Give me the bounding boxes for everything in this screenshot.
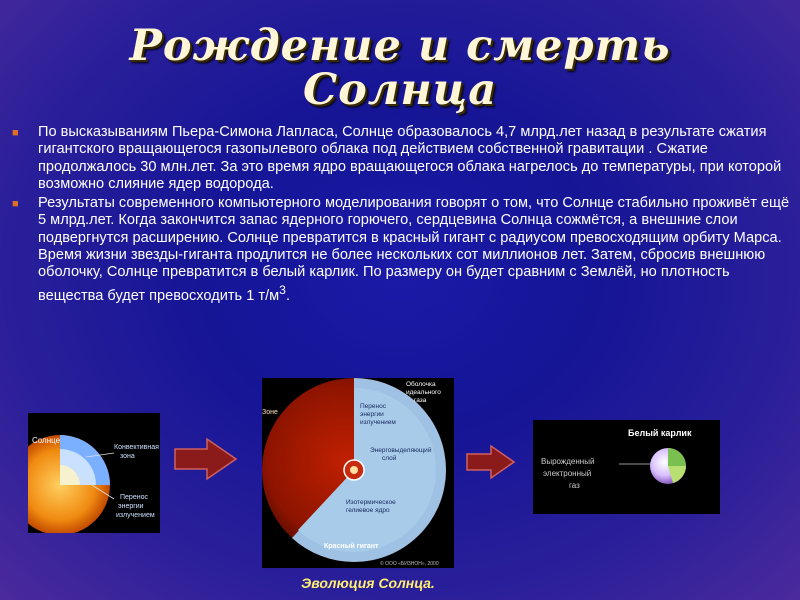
bullet-icon: ■ (12, 127, 19, 139)
rg-envelope-2: идеального (406, 389, 441, 396)
title-line-2: Солнца (302, 65, 498, 115)
rg-radiative-3: излучением (360, 419, 396, 426)
wd-degenerate-2: электронный (543, 469, 592, 478)
paragraph-2 (10, 195, 790, 305)
paragraph-1 (10, 124, 790, 193)
arrow-right-icon (173, 436, 239, 487)
wd-degenerate-1: Вырожденный (541, 457, 595, 466)
rg-envelope-3: газа (414, 397, 427, 404)
body-text (10, 124, 790, 307)
sun-radiative-2: энергии (118, 503, 144, 510)
paragraph-1-text: По высказываниям Пьера-Симона Лапласа, Солнце образовалось 4,7 млрд.лет назад в результате сжатия гигантского вращающегося газопылевого облака под действием собственной гравитации . Сжатие продолжалось 30 млн.лет. За это время ядро вращающегося облака нагрелось до температуры, при которой возможно слияние ядер водорода. (38, 124, 782, 192)
sun-figure (28, 413, 160, 533)
rg-core-2: гелиевое ядро (346, 507, 390, 514)
rg-energy-2: слой (382, 455, 397, 462)
sun-convective-1: Конвективная (114, 444, 159, 451)
white-dwarf-figure (533, 420, 720, 514)
red-giant-figure (262, 378, 454, 568)
sun-label: Солнце (32, 436, 61, 445)
rg-label: Красный гигант (324, 543, 379, 550)
bullet-icon: ■ (12, 198, 19, 211)
paragraph-2-text: Результаты современного компьютерного моделирования говорят о том, что Солнце стабильно проживёт ещё 5 млрд.лет. Когда закончится запас ядерного горючего, сердцевина Солнца сожмётся, а внешние слои подвергнутся расширению. Солнце превратится в красный гигант с радиусом превосходящим орбиту Марса. Время жизни звезды-гиганта продлится не более нескольких сот миллионов лет. Затем, сбросив внешнюю оболочку, Солнце превратится в белый карлик. По размеру он будет сравним с Землёй, но плотность вещества будет превосходить 1 т/м (38, 195, 790, 304)
rg-energy-1: Энерговыделяющий (370, 447, 432, 454)
wd-label: Белый карлик (628, 428, 692, 438)
sun-convective-2: зона (120, 453, 135, 460)
rg-envelope-1: Оболочка (406, 381, 436, 388)
rg-radiative-2: энергии (360, 411, 384, 418)
rg-radiative-1: Перенос (360, 403, 386, 410)
slide-title (0, 21, 800, 115)
title-line-1: Рождение и смерть (129, 21, 671, 71)
rg-credit: © ООО «БИЗНОН», 2000 (380, 561, 439, 567)
figure-caption: Эволюция Солнца. (301, 575, 435, 591)
rg-core-1: Изотермическое (346, 499, 396, 506)
sun-radiative-1: Перенос (120, 494, 148, 501)
sun-radiative-3: излучением (116, 512, 155, 519)
rg-side-label: Зоне (262, 409, 278, 416)
superscript-3: 3 (279, 282, 286, 297)
paragraph-2-end: . (285, 287, 290, 304)
wd-degenerate-3: газ (569, 481, 580, 490)
arrow-right-icon (465, 444, 517, 485)
